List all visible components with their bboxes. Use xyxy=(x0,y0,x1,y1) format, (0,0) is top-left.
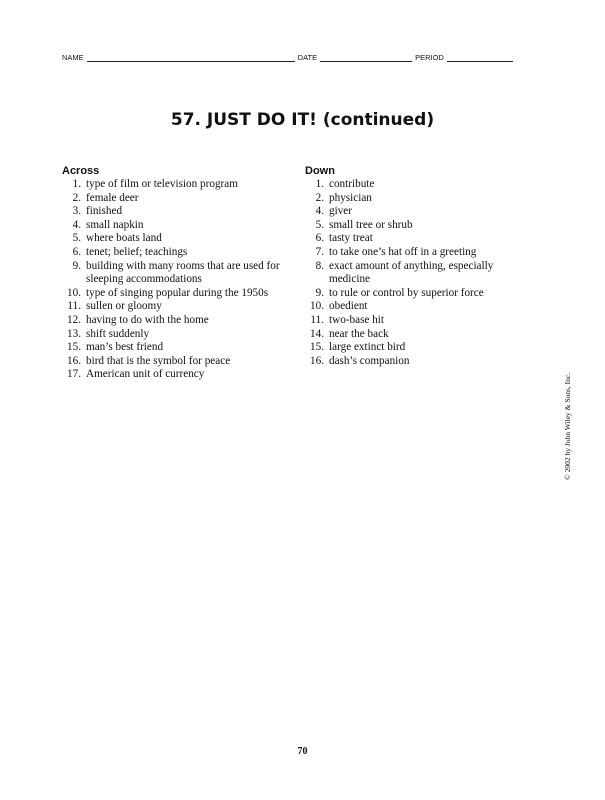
across-clue xyxy=(62,355,294,369)
clue-text: to take one’s hat off in a greeting xyxy=(329,245,477,258)
across-clues xyxy=(62,165,294,382)
down-clue xyxy=(305,341,525,355)
across-clue xyxy=(62,219,294,233)
period-label: PERIOD xyxy=(415,53,444,62)
clue-number: 2. xyxy=(315,191,324,204)
down-clue xyxy=(305,355,525,369)
down-clue xyxy=(305,192,525,206)
clue-number: 4. xyxy=(315,205,324,218)
down-clue xyxy=(305,260,525,287)
clue-number: 12. xyxy=(67,313,81,326)
clue-number: 11. xyxy=(67,300,81,313)
clue-text: dash’s companion xyxy=(329,354,410,367)
clue-number: 2. xyxy=(72,191,81,204)
down-clue xyxy=(305,205,525,219)
down-clue xyxy=(305,246,525,260)
clue-number: 1. xyxy=(315,178,324,190)
clue-text: near the back xyxy=(329,327,389,340)
across-clue xyxy=(62,314,294,328)
clue-text: American unit of currency xyxy=(86,368,205,381)
clue-number: 16. xyxy=(67,354,81,367)
clue-number: 5. xyxy=(72,232,81,245)
date-label: DATE xyxy=(297,53,318,62)
across-clue xyxy=(62,287,294,301)
name-field[interactable] xyxy=(87,53,295,62)
across-clue xyxy=(62,368,294,382)
across-clue xyxy=(62,246,294,260)
clue-number: 7. xyxy=(315,245,324,258)
clue-text: man’s best friend xyxy=(86,341,164,354)
down-clue xyxy=(305,314,525,328)
clue-text: large extinct bird xyxy=(329,341,406,354)
copyright-notice: © 2002 by John Wiley & Sons, Inc. xyxy=(563,372,572,480)
clue-number: 15. xyxy=(67,341,81,354)
across-clue xyxy=(62,205,294,219)
across-clue xyxy=(62,341,294,355)
clue-text: physician xyxy=(329,191,372,204)
page-title: 57. JUST DO IT! (continued) xyxy=(170,110,435,130)
clue-text: to rule or control by superior force xyxy=(329,286,484,299)
clue-text: contribute xyxy=(329,178,375,190)
clue-number: 17. xyxy=(67,368,81,381)
clue-text: two-base hit xyxy=(329,313,384,326)
clue-number: 13. xyxy=(67,327,81,340)
across-clue xyxy=(62,328,294,342)
down-clue xyxy=(305,287,525,301)
page-number: 70 xyxy=(297,746,308,757)
clue-number: 5. xyxy=(315,218,324,231)
clue-text: small napkin xyxy=(86,218,144,231)
clue-text: type of film or television program xyxy=(86,178,238,190)
across-heading: Across xyxy=(62,165,100,177)
clue-text: exact amount of anything, especially medicine xyxy=(329,259,494,286)
name-label: NAME xyxy=(62,53,84,62)
clue-number: 15. xyxy=(310,341,324,354)
across-clue xyxy=(62,192,294,206)
student-info-header xyxy=(62,53,532,62)
across-clue xyxy=(62,300,294,314)
clue-text: obedient xyxy=(329,300,368,313)
down-clue xyxy=(305,328,525,342)
clue-number: 10. xyxy=(310,300,324,313)
clue-text: where boats land xyxy=(86,232,162,245)
clue-text: finished xyxy=(86,205,123,218)
clue-text: building with many rooms that are used for sleeping accommodations xyxy=(86,259,280,286)
clue-text: tenet; belief; teachings xyxy=(86,245,188,258)
clue-text: tasty treat xyxy=(329,232,373,245)
clue-text: small tree or shrub xyxy=(329,218,413,231)
clue-number: 10. xyxy=(67,286,81,299)
down-clue xyxy=(305,219,525,233)
clue-number: 1. xyxy=(72,178,81,190)
date-field[interactable] xyxy=(320,53,412,62)
across-clue xyxy=(62,232,294,246)
clue-number: 6. xyxy=(315,232,324,245)
clue-number: 14. xyxy=(310,327,324,340)
across-clue xyxy=(62,260,294,287)
clue-number: 8. xyxy=(315,259,324,272)
clue-number: 11. xyxy=(310,313,324,326)
clue-text: type of singing popular during the 1950s xyxy=(86,286,269,299)
clue-text: having to do with the home xyxy=(86,313,209,326)
clue-text: sullen or gloomy xyxy=(86,300,162,313)
across-clue xyxy=(62,178,294,192)
clue-number: 3. xyxy=(72,205,81,218)
period-field[interactable] xyxy=(447,53,513,62)
clue-number: 6. xyxy=(72,245,81,258)
down-clue xyxy=(305,178,525,192)
down-clue xyxy=(305,232,525,246)
down-clues xyxy=(305,165,525,368)
clue-text: female deer xyxy=(86,191,139,204)
clue-number: 9. xyxy=(72,259,81,272)
down-heading: Down xyxy=(305,165,335,177)
clue-number: 4. xyxy=(72,218,81,231)
clue-text: shift suddenly xyxy=(86,327,150,340)
clue-number: 16. xyxy=(310,354,324,367)
down-clue xyxy=(305,300,525,314)
clue-text: bird that is the symbol for peace xyxy=(86,354,231,367)
clue-number: 9. xyxy=(315,286,324,299)
clue-text: giver xyxy=(329,205,352,218)
